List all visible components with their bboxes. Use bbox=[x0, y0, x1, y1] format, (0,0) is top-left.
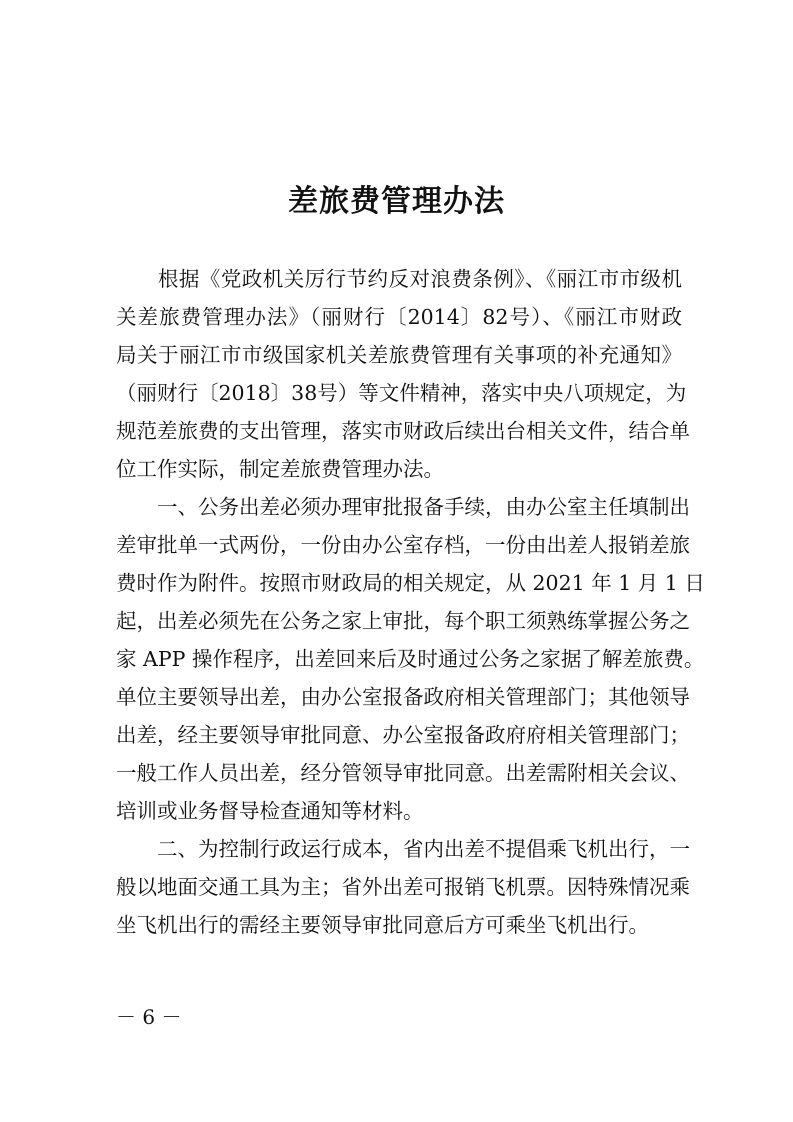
text-line: 位工作实际，制定差旅费管理办法。 bbox=[116, 457, 444, 481]
text-line: 费时作为附件。按照市财政局的相关规定，从 2021 年 1 月 1 日 bbox=[116, 571, 705, 595]
text-line: 差审批单一式两份，一份由办公室存档，一份由出差人报销差旅 bbox=[116, 533, 690, 557]
paragraph-item-1 bbox=[116, 488, 705, 830]
text-line: 坐飞机出行的需经主要领导审批同意后方可乘坐飞机出行。 bbox=[116, 913, 649, 937]
text-line: 一、公务出差必须办理审批报备手续，由办公室主任填制出 bbox=[116, 495, 690, 519]
text-line: 家 APP 操作程序，出差回来后及时通过公务之家据了解差旅费。 bbox=[116, 647, 705, 671]
paragraph-item-2 bbox=[116, 830, 690, 944]
text-line: （丽财行〔2018〕38号）等文件精神，落实中央八项规定，为 bbox=[116, 381, 687, 405]
text-line: 单位主要领导出差，由办公室报备政府相关管理部门；其他领导 bbox=[116, 685, 690, 709]
text-line: 二、为控制行政运行成本，省内出差不提倡乘飞机出行，一 bbox=[116, 837, 690, 861]
text-line: 规范差旅费的支出管理，落实市财政后续出台相关文件，结合单 bbox=[116, 419, 690, 443]
text-line: 局关于丽江市市级国家机关差旅费管理有关事项的补充通知》 bbox=[116, 343, 682, 367]
document-title: 差旅费管理办法 bbox=[288, 184, 505, 219]
text-line: 一般工作人员出差，经分管领导审批同意。出差需附相关会议、 bbox=[116, 761, 690, 785]
text-line: 根据《党政机关厉行节约反对浪费条例》、《丽江市市级机 bbox=[116, 267, 682, 291]
text-line: 出差，经主要领导审批同意、办公室报备政府府相关管理部门； bbox=[116, 723, 690, 747]
text-line: 培训或业务督导检查通知等材料。 bbox=[116, 799, 424, 823]
page-number: － 6 － bbox=[116, 1005, 182, 1029]
text-line: 关差旅费管理办法》（丽财行〔2014〕82号）、《丽江市财政 bbox=[116, 305, 682, 329]
text-line: 般以地面交通工具为主；省外出差可报销飞机票。因特殊情况乘 bbox=[116, 875, 690, 899]
text-line: 起，出差必须先在公务之家上审批，每个职工须熟练掌握公务之 bbox=[116, 609, 690, 633]
paragraph-intro bbox=[116, 260, 690, 488]
document-body bbox=[116, 260, 705, 944]
